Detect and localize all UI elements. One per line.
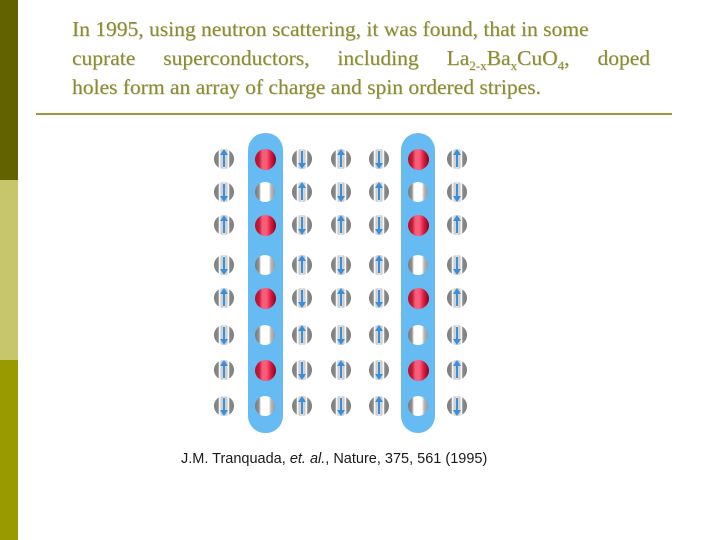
spin-up-atom: [292, 325, 312, 345]
spin-up-arrow-icon: [456, 364, 458, 378]
spin-down-arrow-icon: [456, 327, 458, 341]
charge-stripe: [401, 133, 435, 433]
spin-up-arrow-icon: [301, 259, 303, 273]
spin-up-atom: [214, 288, 234, 308]
spin-down-arrow-icon: [340, 327, 342, 341]
spin-up-atom: [292, 396, 312, 416]
spin-down-atom: [331, 182, 351, 202]
spin-down-arrow-icon: [301, 290, 303, 304]
spin-down-atom: [369, 288, 389, 308]
title-word: superconductors,: [163, 46, 310, 70]
spin-down-atom: [292, 288, 312, 308]
spin-up-atom: [331, 149, 351, 169]
title-word: including: [337, 46, 419, 70]
spin-up-arrow-icon: [340, 292, 342, 306]
spin-down-arrow-icon: [301, 217, 303, 231]
spin-down-arrow-icon: [456, 184, 458, 198]
spin-down-atom: [369, 149, 389, 169]
spin-up-atom: [331, 288, 351, 308]
empty-hole-site: [408, 255, 428, 275]
spin-up-arrow-icon: [223, 364, 225, 378]
spin-down-arrow-icon: [456, 398, 458, 412]
spin-up-atom: [331, 215, 351, 235]
spin-down-atom: [447, 255, 467, 275]
charged-hole-site: [408, 288, 429, 309]
spin-down-arrow-icon: [340, 184, 342, 198]
spin-down-arrow-icon: [456, 257, 458, 271]
charged-hole-site: [408, 149, 429, 170]
spin-down-arrow-icon: [223, 257, 225, 271]
title-line-1: In 1995, using neutron scattering, it was found, that in some: [72, 17, 589, 41]
spin-up-atom: [292, 182, 312, 202]
spin-down-atom: [214, 182, 234, 202]
spin-up-arrow-icon: [223, 153, 225, 167]
spin-up-arrow-icon: [456, 219, 458, 233]
title-word: doped: [597, 46, 650, 70]
spin-up-atom: [292, 255, 312, 275]
spin-down-atom: [447, 396, 467, 416]
spin-up-atom: [447, 149, 467, 169]
spin-down-atom: [331, 255, 351, 275]
spin-down-atom: [331, 396, 351, 416]
spin-down-atom: [331, 325, 351, 345]
charged-hole-site: [255, 288, 276, 309]
charged-hole-site: [255, 215, 276, 236]
spin-down-arrow-icon: [378, 217, 380, 231]
spin-down-atom: [447, 182, 467, 202]
charged-hole-site: [255, 149, 276, 170]
citation: J.M. Tranquada, et. al., Nature, 375, 561 (1995): [181, 451, 488, 467]
spin-up-arrow-icon: [340, 364, 342, 378]
spin-down-atom: [292, 149, 312, 169]
spin-up-arrow-icon: [301, 400, 303, 414]
spin-down-atom: [447, 325, 467, 345]
spin-up-atom: [369, 255, 389, 275]
spin-up-arrow-icon: [456, 292, 458, 306]
spin-down-arrow-icon: [378, 362, 380, 376]
spin-up-arrow-icon: [378, 186, 380, 200]
spin-down-atom: [214, 255, 234, 275]
spin-up-arrow-icon: [301, 186, 303, 200]
spin-up-arrow-icon: [340, 219, 342, 233]
spin-up-arrow-icon: [301, 329, 303, 343]
empty-hole-site: [408, 182, 428, 202]
spin-up-arrow-icon: [223, 219, 225, 233]
empty-hole-site: [255, 182, 275, 202]
spin-down-atom: [292, 360, 312, 380]
spin-down-arrow-icon: [340, 398, 342, 412]
spin-up-atom: [369, 182, 389, 202]
spin-up-atom: [447, 215, 467, 235]
spin-down-arrow-icon: [223, 327, 225, 341]
spin-up-arrow-icon: [378, 329, 380, 343]
spin-down-arrow-icon: [223, 398, 225, 412]
spin-down-arrow-icon: [301, 362, 303, 376]
spin-down-atom: [214, 396, 234, 416]
spin-up-atom: [447, 360, 467, 380]
empty-hole-site: [408, 325, 428, 345]
spin-down-arrow-icon: [378, 290, 380, 304]
spin-up-atom: [214, 215, 234, 235]
chemical-formula: $La_{2-x}Ba_xCuO_4$,: [446, 46, 570, 73]
empty-hole-site: [255, 255, 275, 275]
charge-stripe: [248, 133, 283, 433]
spin-up-arrow-icon: [223, 292, 225, 306]
spin-up-atom: [369, 396, 389, 416]
spin-down-atom: [369, 215, 389, 235]
spin-down-atom: [214, 325, 234, 345]
empty-hole-site: [255, 396, 275, 416]
spin-down-atom: [292, 215, 312, 235]
spin-up-atom: [447, 288, 467, 308]
spin-up-atom: [214, 149, 234, 169]
spin-up-atom: [331, 360, 351, 380]
spin-up-arrow-icon: [378, 400, 380, 414]
spin-up-arrow-icon: [456, 153, 458, 167]
charged-hole-site: [408, 360, 429, 381]
empty-hole-site: [408, 396, 428, 416]
spin-up-arrow-icon: [340, 153, 342, 167]
spin-down-atom: [369, 360, 389, 380]
title-line-3: holes form an array of charge and spin ordered stripes.: [72, 75, 541, 99]
spin-up-atom: [369, 325, 389, 345]
spin-up-arrow-icon: [378, 259, 380, 273]
charged-hole-site: [408, 215, 429, 236]
title-word: cuprate: [72, 46, 136, 70]
empty-hole-site: [255, 325, 275, 345]
spin-up-atom: [214, 360, 234, 380]
spin-down-arrow-icon: [378, 151, 380, 165]
spin-down-arrow-icon: [340, 257, 342, 271]
spin-down-arrow-icon: [301, 151, 303, 165]
spin-down-arrow-icon: [223, 184, 225, 198]
charged-hole-site: [255, 360, 276, 381]
